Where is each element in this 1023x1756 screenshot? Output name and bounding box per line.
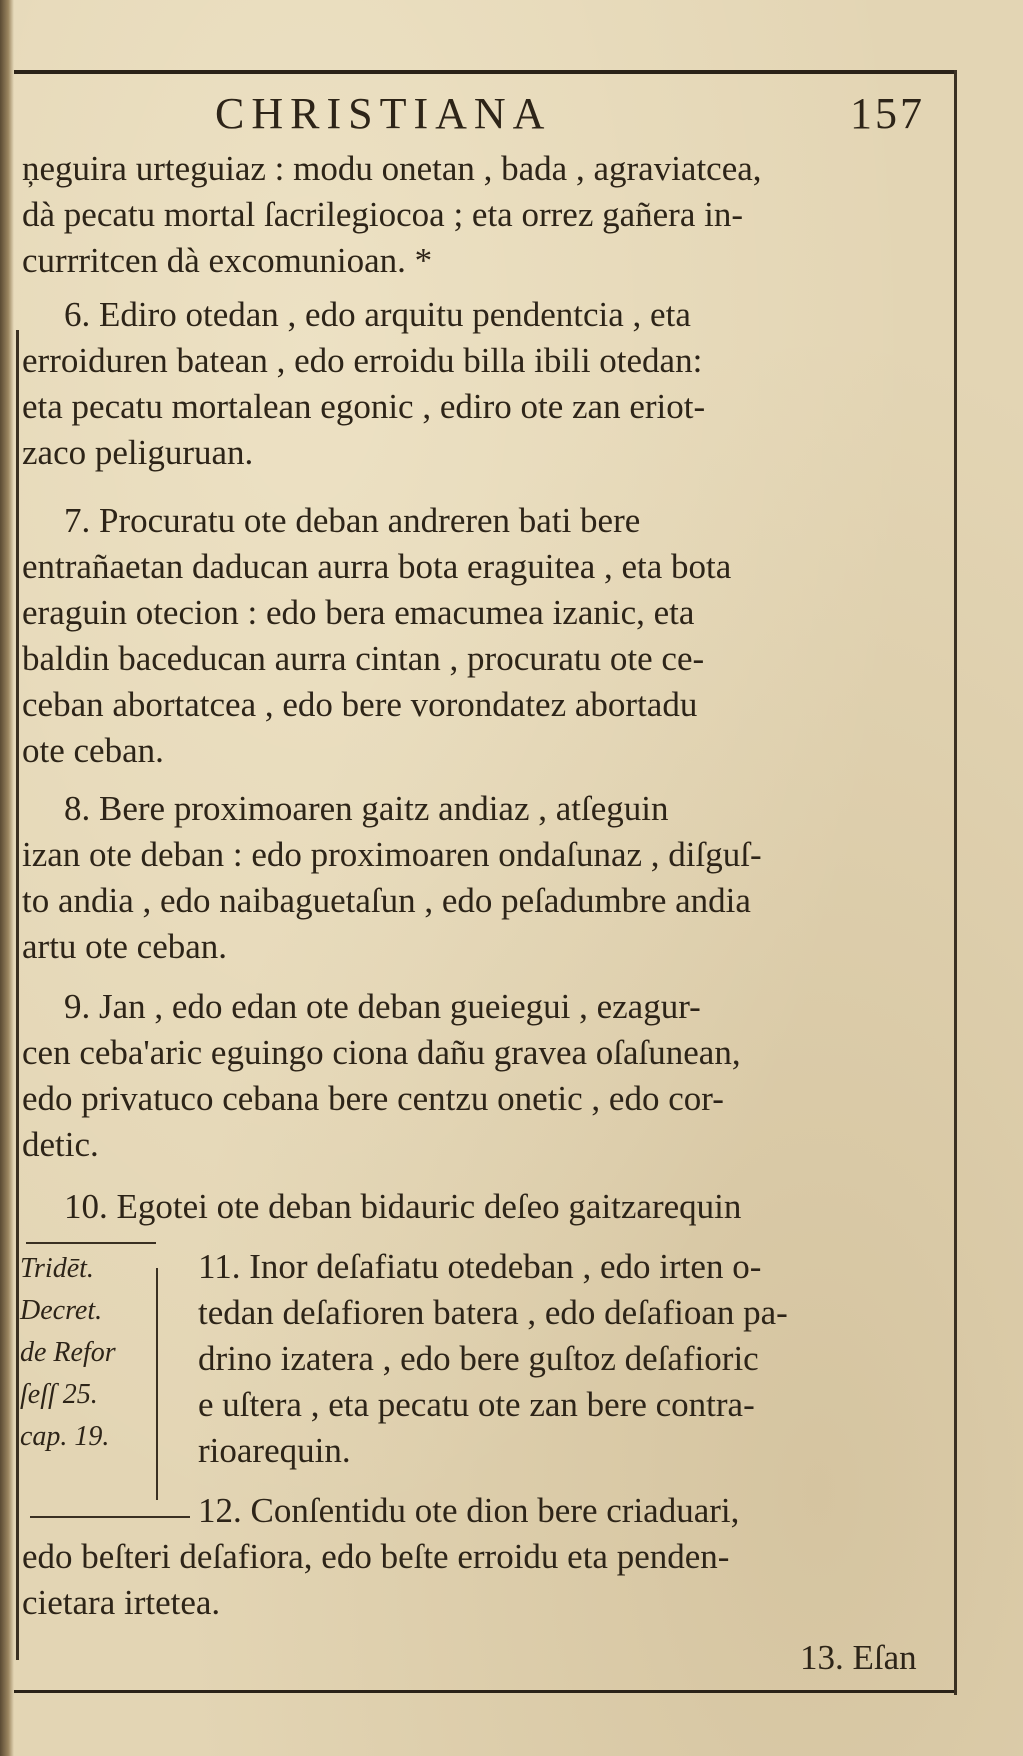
text-line: 8. Bere proximoaren gaitz andiaz , atſeguin bbox=[64, 789, 669, 828]
text-line: detic. bbox=[22, 1125, 99, 1164]
text-line: edo privatuco cebana bere centzu onetic , edo cor- bbox=[22, 1079, 724, 1118]
right-margin-rule bbox=[954, 70, 957, 1695]
text-line: ceban abortatcea , edo bere vorondatez abortadu bbox=[22, 685, 698, 724]
text-line: 10. Egotei ote deban bidauric deſeo gaitzarequin bbox=[64, 1187, 742, 1226]
text-line: e uſtera , eta pecatu ote zan bere contra- bbox=[198, 1385, 755, 1424]
text-line: 12. Conſentidu ote dion bere criaduari, bbox=[198, 1491, 740, 1530]
text-line: ote ceban. bbox=[22, 731, 164, 770]
text-line: zaco peliguruan. bbox=[22, 433, 254, 472]
sidenote-rule bbox=[30, 1516, 190, 1518]
text-line: baldin baceducan aurra cintan , procuratu ote ce- bbox=[22, 639, 705, 678]
page-number: 157 bbox=[850, 89, 925, 138]
left-margin-rule bbox=[16, 330, 19, 1660]
text-line: rioarequin. bbox=[198, 1431, 351, 1470]
text-line: edo beſteri deſafiora, edo beſte erroidu eta penden- bbox=[22, 1537, 730, 1576]
sidenote-line: ſeſſ 25. bbox=[20, 1379, 98, 1410]
text-line: cen ceba'aric eguingo ciona dañu gravea oſaſunean, bbox=[22, 1033, 741, 1072]
header-rule bbox=[14, 70, 954, 74]
text-line: tedan deſafioren batera , edo deſafioan pa- bbox=[198, 1293, 788, 1332]
text-line: eta pecatu mortalean egonic , ediro ote zan eriot- bbox=[22, 387, 706, 426]
text-line: cietara irtetea. bbox=[22, 1583, 221, 1622]
sidenote-line: Tridēt. bbox=[20, 1253, 94, 1284]
text-line: currritcen dà excomunioan. * bbox=[22, 241, 433, 280]
footer-rule bbox=[14, 1690, 954, 1693]
sidenote-line: cap. 19. bbox=[20, 1421, 110, 1452]
text-line: izan ote deban : edo proximoaren ondaſunaz , diſguſ- bbox=[22, 835, 762, 874]
sidenote-rule bbox=[26, 1242, 156, 1244]
text-line: dà pecatu mortal ſacrilegiocoa ; eta orrez gañera in- bbox=[22, 195, 743, 234]
catchword: 13. Eſan bbox=[800, 1638, 917, 1677]
text-line: drino izatera , edo bere guſtoz deſafioric bbox=[198, 1339, 759, 1378]
text-line: 9. Jan , edo edan ote deban gueiegui , ezagur- bbox=[64, 987, 701, 1026]
text-line: 6. Ediro otedan , edo arquitu pendentcia , eta bbox=[64, 295, 691, 334]
text-line: to andia , edo naibaguetaſun , edo peſadumbre andia bbox=[22, 881, 751, 920]
sidenote-line: de Refor bbox=[20, 1337, 116, 1368]
text-line: 7. Procuratu ote deban andreren bati bere bbox=[64, 501, 641, 540]
text-line: entrañaetan daducan aurra bota eraguitea , eta bota bbox=[22, 547, 732, 586]
sidenote-line: Decret. bbox=[20, 1295, 103, 1326]
running-head: CHRISTIANA bbox=[215, 89, 552, 138]
margin-sidenote bbox=[20, 1248, 170, 1458]
text-line: artu ote ceban. bbox=[22, 927, 228, 966]
book-spine-shadow bbox=[0, 0, 14, 1756]
text-line: ņeguira urteguiaz : modu onetan , bada , agraviatcea, bbox=[22, 149, 762, 188]
text-line: 11. Inor deſafiatu otedeban , edo irten o- bbox=[198, 1247, 762, 1286]
text-line: erroiduren batean , edo erroidu billa ibili otedan: bbox=[22, 341, 703, 380]
text-line: eraguin otecion : edo bera emacumea izanic, eta bbox=[22, 593, 695, 632]
